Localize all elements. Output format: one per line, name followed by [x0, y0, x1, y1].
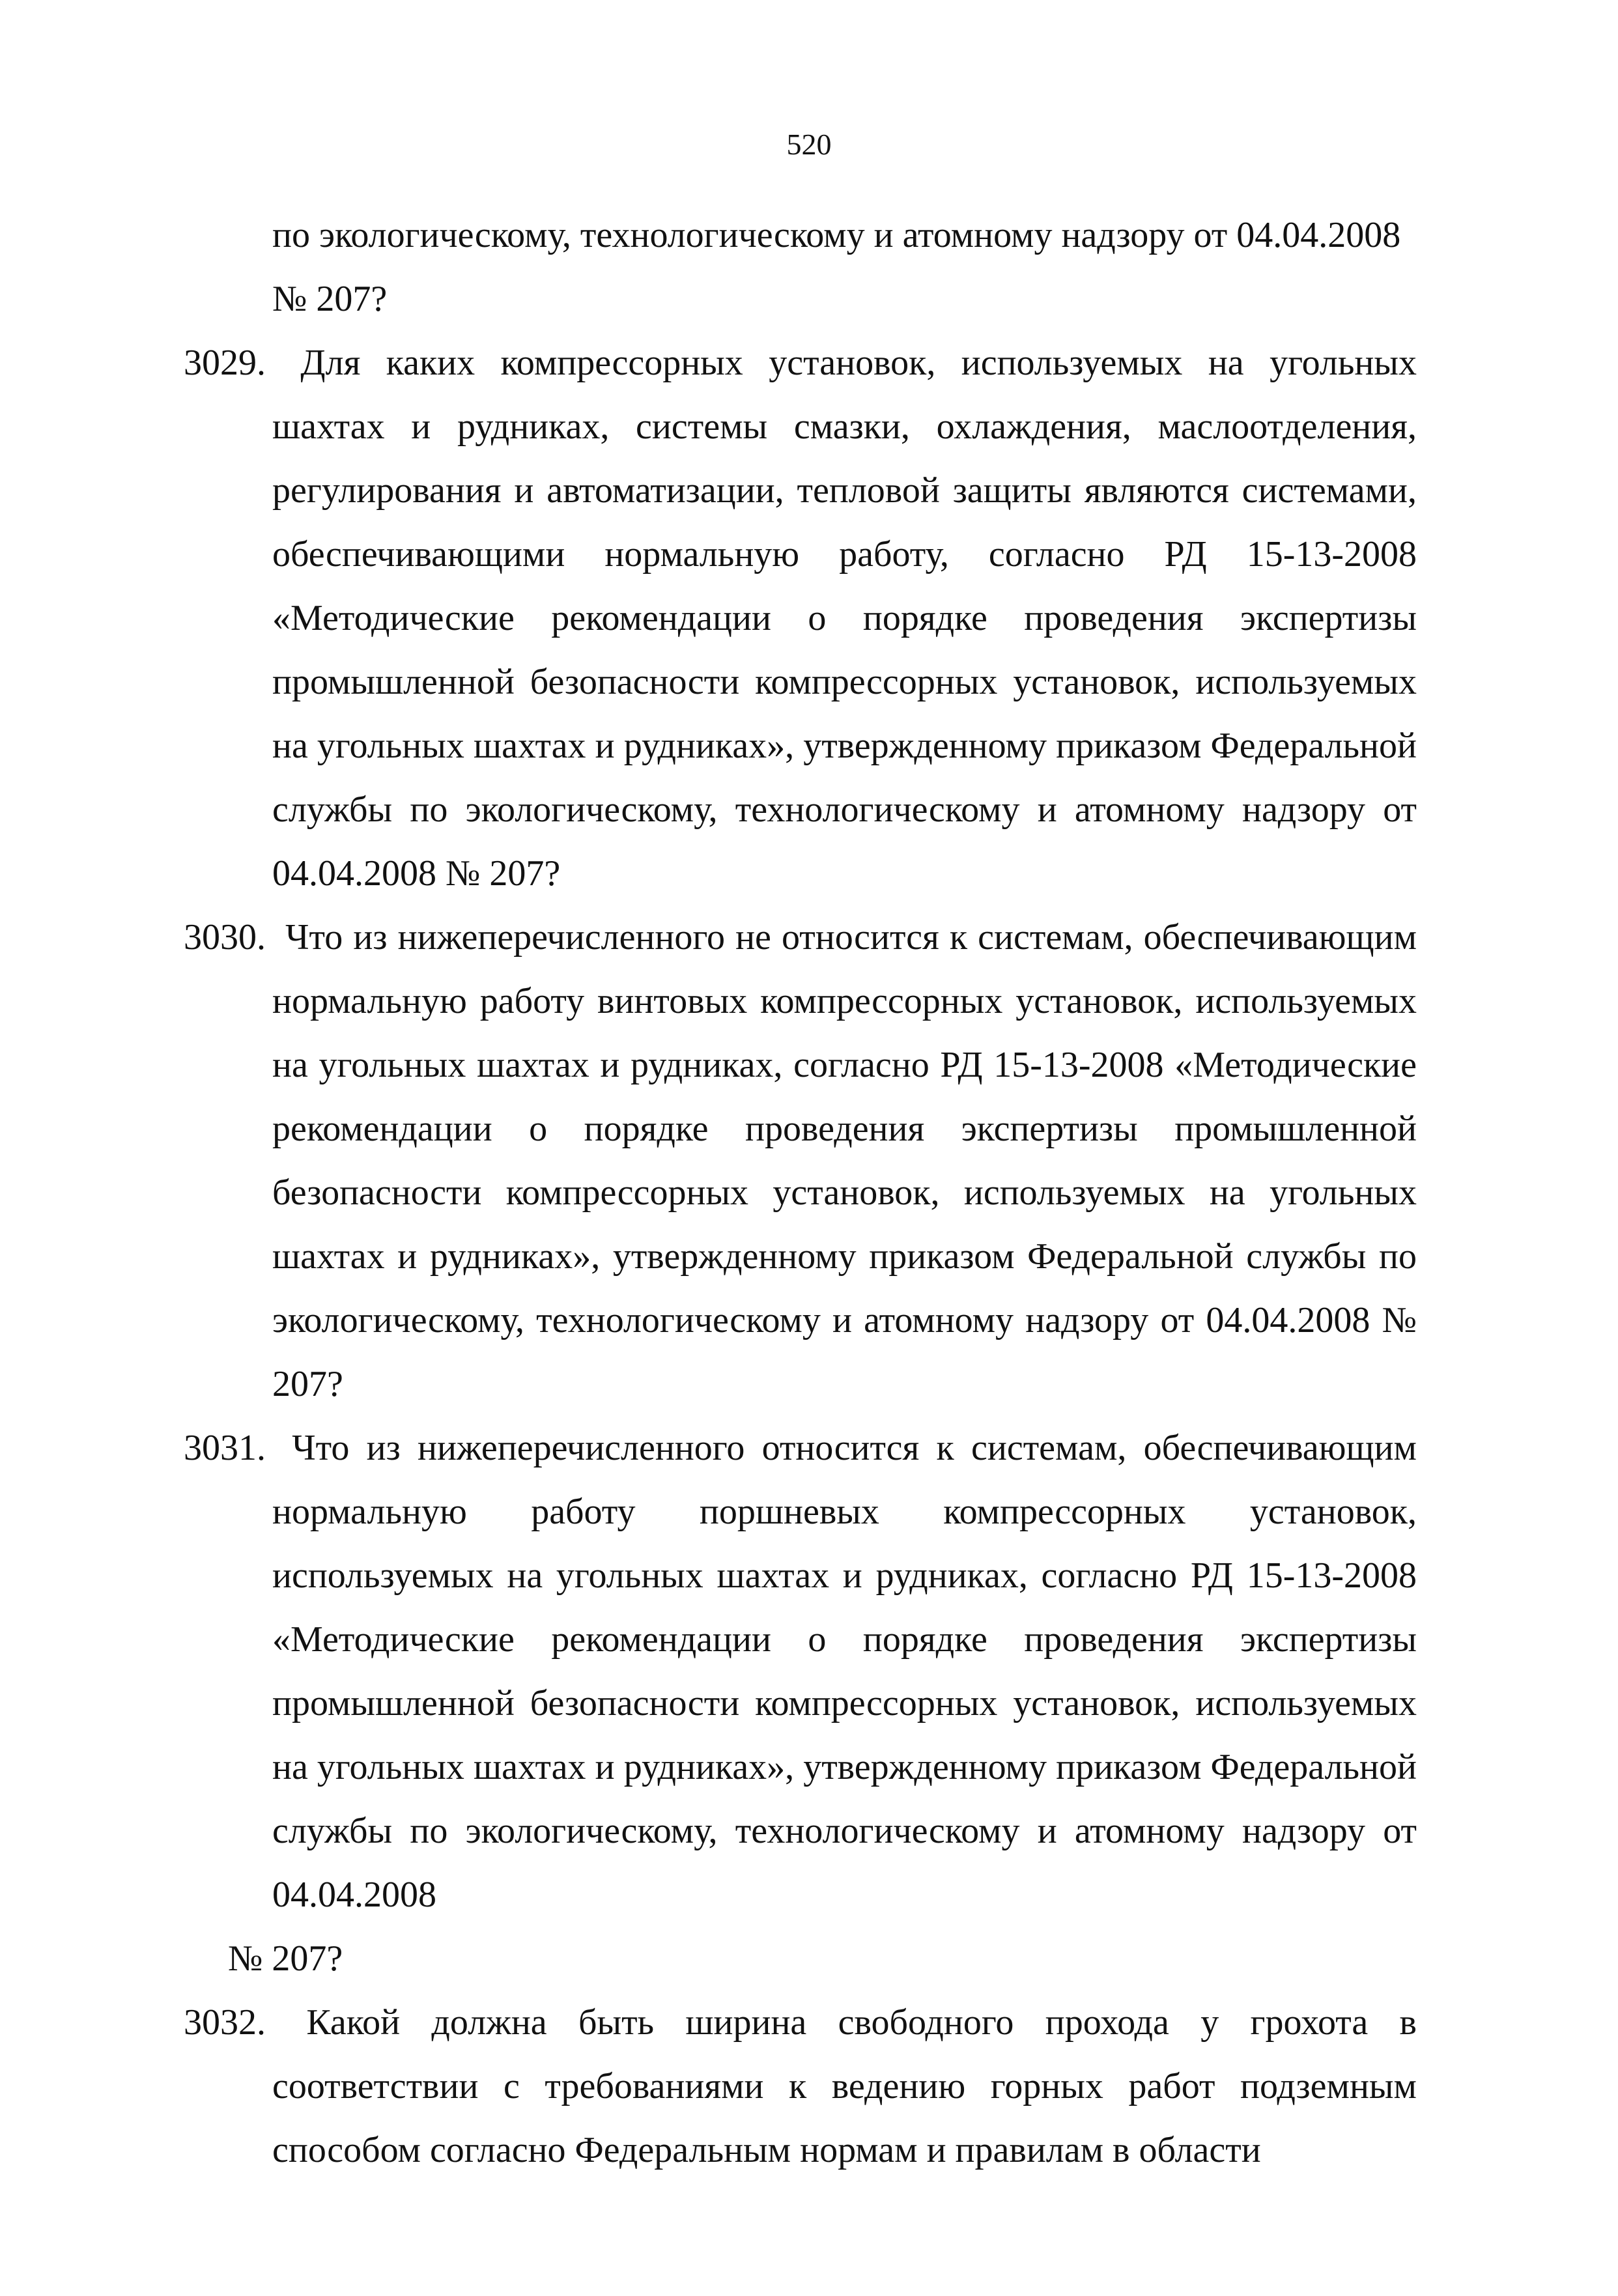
- question-text: Что из нижеперечисленного относится к системам, обеспечивающим нормальную работу поршневых компрессорных установок, используемых на угольных шахтах и рудниках, согласно РД 15-13-2008 «Методические рекомендации о порядке проведения экспертизы промышленной безопасности компрессорных установок, используемых на угольных шахтах и рудниках», утвержденному приказом Федеральной службы по экологическому, технологическому и атомному надзору от 04.04.2008: [272, 1428, 1417, 1915]
- question-text-block: [228, 1428, 1417, 1991]
- question-text-end: № 207?: [228, 1938, 343, 1979]
- question-number: 3032.: [184, 2002, 266, 2043]
- continued-question-text: [272, 203, 1417, 331]
- document-body: [184, 203, 1417, 2182]
- question-text-block: [272, 917, 1417, 1404]
- question-text: Какой должна быть ширина свободного прохода у грохота в соответствии с требованиями к ведению горных работ подземным способом согласно Федеральным нормам и правилам в области: [272, 2002, 1417, 2170]
- question-number: 3029.: [184, 343, 266, 383]
- question-3032: [184, 1991, 1417, 2182]
- continued-text-end: № 207?: [272, 279, 388, 319]
- question-text-block: [272, 343, 1417, 894]
- page-number: 520: [786, 128, 832, 161]
- continued-text: по экологическому, технологическому и атомному надзору от 04.04.2008: [272, 215, 1401, 255]
- question-text: Что из нижеперечисленного не относится к системам, обеспечивающим нормальную работу винтовых компрессорных установок, используемых на угольных шахтах и рудниках, согласно РД 15-13-2008 «Методические рекомендации о порядке проведения экспертизы промышленной безопасности компрессорных установок, используемых на угольных шахтах и рудниках», утвержденному приказом Федеральной службы по экологическому, технологическому и атомному надзору от 04.04.2008 № 207?: [272, 917, 1417, 1404]
- question-text: Для каких компрессорных установок, используемых на угольных шахтах и рудниках, системы смазки, охлаждения, маслоотделения, регулирования и автоматизации, тепловой защиты являются системами, обеспечивающими нормальную работу, согласно РД 15-13-2008 «Методические рекомендации о порядке проведения экспертизы промышленной безопасности компрессорных установок, используемых на угольных шахтах и рудниках», утвержденному приказом Федеральной службы по экологическому, технологическому и атомному надзору от 04.04.2008 № 207?: [272, 343, 1417, 894]
- question-3031: [184, 1416, 1417, 1991]
- question-3030: [184, 905, 1417, 1416]
- question-number: 3030.: [184, 917, 266, 957]
- question-3029: [184, 331, 1417, 905]
- question-text-block: [272, 2002, 1417, 2170]
- question-number: 3031.: [184, 1428, 266, 1468]
